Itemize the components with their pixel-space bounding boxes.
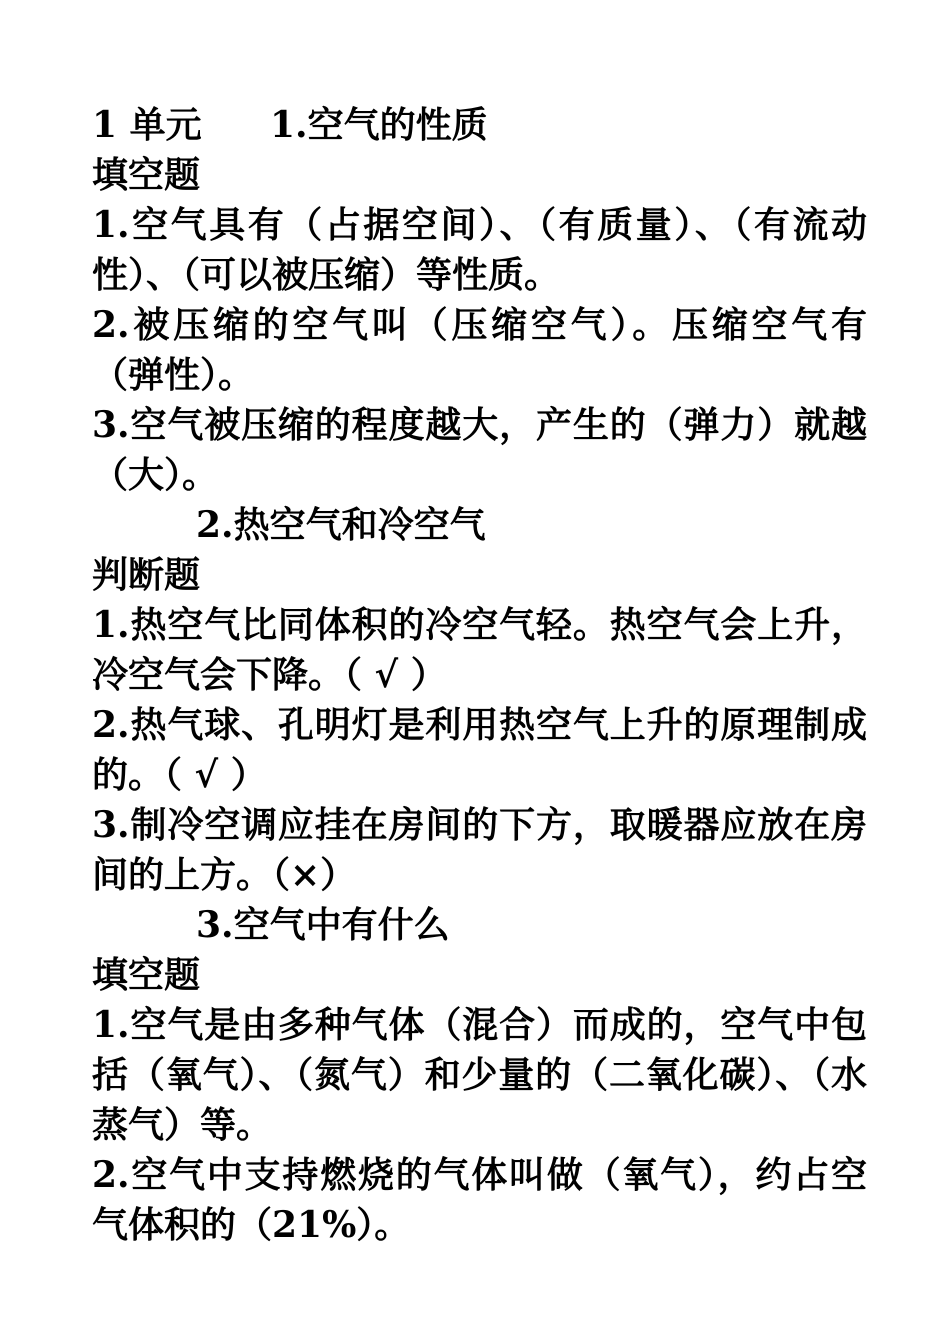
- lesson-2-title: 2.热空气和冷空气: [196, 504, 486, 546]
- lesson-1-item-2: 2.被压缩的空气叫（压缩空气）。压缩空气有（弹性）。: [92, 304, 867, 396]
- lesson-1-title: 1.空气的性质: [270, 104, 488, 146]
- unit-label: 1 单元: [92, 104, 202, 146]
- lesson-3-item-1: 1.空气是由多种气体（混合）而成的，空气中包括（氧气）、（氮气）和少量的（二氧化碳）、（水蒸气）等。: [92, 1004, 867, 1146]
- lesson-3-section-heading: 填空题: [92, 954, 201, 996]
- lesson-2-item-3: 3.制冷空调应挂在房间的下方，取暖器应放在房间的上方。（×）: [92, 804, 867, 896]
- lesson-2-section-heading: 判断题: [92, 554, 201, 596]
- lesson-2-item-1: 1.热空气比同体积的冷空气轻。热空气会上升，冷空气会下降。（ √ ）: [92, 604, 867, 696]
- lesson-2-item-2: 2.热气球、孔明灯是利用热空气上升的原理制成的。（ √ ）: [92, 704, 867, 796]
- lesson-1-item-1: 1.空气具有（占据空间）、（有质量）、（有流动性）、（可以被压缩）等性质。: [92, 204, 867, 296]
- lesson-3-title: 3.空气中有什么: [196, 904, 450, 946]
- lesson-1-section-heading: 填空题: [92, 154, 201, 196]
- lesson-1-item-3: 3.空气被压缩的程度越大，产生的（弹力）就越（大）。: [92, 404, 867, 496]
- document-page: [92, 100, 867, 1250]
- lesson-3-item-2: 2.空气中支持燃烧的气体叫做（氧气），约占空气体积的（21%）。: [92, 1154, 867, 1246]
- unit-heading: [92, 100, 867, 150]
